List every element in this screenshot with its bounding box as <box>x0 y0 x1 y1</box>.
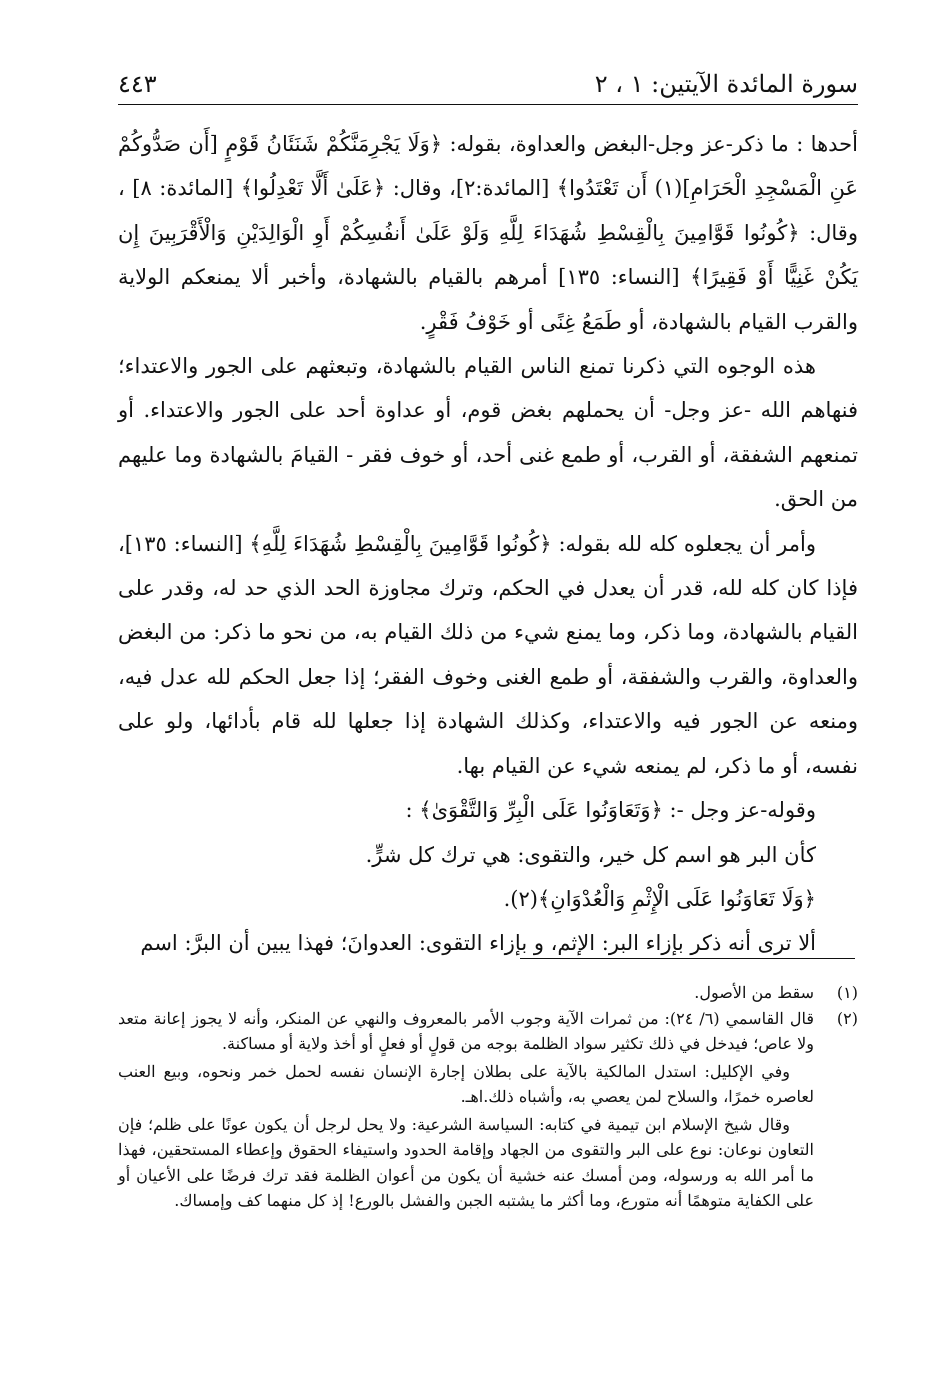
footnote-2 <box>118 1006 858 1057</box>
page-number: ٤٤٣ <box>118 70 157 98</box>
paragraph-7: ألا ترى أنه ذكر بإزاء البر: الإثم، و بإزاء التقوى: العدوانَ؛ فهذا يبين أن البرَّ: اسم <box>140 931 816 956</box>
footnote-1 <box>118 980 858 1006</box>
quran-verse: ﴿وَلَا تَعَاوَنُوا عَلَى الْإِثْمِ وَالْعُدْوَانِ﴾(٢). <box>503 886 816 911</box>
paragraph-3: وأمر أن يجعلوه كله لله بقوله: ﴿كُونُوا قَوَّامِينَ بِالْقِسْطِ شُهَدَاءَ لِلَّهِ﴾ [النساء: ١٣٥]، فإذا كان كله لله، قدر أن يعدل في الحكم، وترك مجاوزة الحد الذي حد له، وقدر على القيام بالشهادة، وما ذكر، وما يمنع شيء من ذلك القيام به، من نحو ما ذكر: من البغض والعداوة، والقرب والشفقة، أو طمع الغنى وخوف الفقر؛ إذا جعل الحكم لله عدل فيه، ومنعه عن الجور فيه والاعتداء، وكذلك الشهادة إذا جعلها لله قام بأدائها، ولو على نفسه، أو ما ذكر، لم يمنعه شيء عن القيام بها. <box>118 531 858 778</box>
footnotes <box>118 980 858 1214</box>
paragraph-1: أحدها : ما ذكر-عز وجل-البغض والعداوة، بقوله: ﴿وَلَا يَجْرِمَنَّكُمْ شَنَئَانُ قَوْمٍ [أَن صَدُّوكُمْ عَنِ الْمَسْجِدِ الْحَرَامِ](١) أَن تَعْتَدُوا﴾ [المائدة:٢]، وقال: ﴿عَلَىٰ أَلَّا تَعْدِلُوا﴾ [المائدة: ٨] ، وقال: ﴿كُونُوا قَوَّامِينَ بِالْقِسْطِ شُهَدَاءَ لِلَّهِ وَلَوْ عَلَىٰ أَنفُسِكُمْ أَوِ الْوَالِدَيْنِ وَالْأَقْرَبِينَ إِن يَكُنْ غَنِيًّا أَوْ فَقِيرًا﴾ [النساء: ١٣٥] أمرهم بالقيام بالشهادة، وأخبر ألا يمنعكم الولاية والقرب القيام بالشهادة، أو طَمَعُ غِنًى أو خَوْفُ فَقْرٍ. <box>118 132 859 334</box>
footnote-number: (٢) <box>836 1008 858 1028</box>
footnote-number: (١) <box>836 983 858 1002</box>
footnote-text: قال القاسمي (٦/ ٢٤): من ثمرات الآية وجوب الأمر بالمعروف والنهي عن المنكر، وأنه لا يجوز إعانة متعد ولا عاص؛ فيدخل في ذلك تكثير سواد الظلمة بوجه من قولٍ أو فعلٍ أو أخذ ولاية أو مساكنة. <box>118 1008 814 1053</box>
footnote-2-paragraph-2: وفي الإكليل: استدل المالكية بالآية على بطلان إجارة الإنسان نفسه لحمل خمر ونحوه، وبيع العنب لعاصره خمرًا، والسلاح لمن يعصي به، وأشباه ذلك.اهـ. <box>118 1061 814 1106</box>
paragraph-5: كأن البر هو اسم كل خير، والتقوى: هي ترك كل شرٍّ. <box>365 842 816 867</box>
header-divider <box>118 104 858 105</box>
running-head <box>118 58 858 98</box>
surah-title: سورة المائدة الآيتين: ١ ، ٢ <box>594 70 858 98</box>
footnote-text: سقط من الأصول. <box>694 983 814 1002</box>
paragraph-4: وقوله-عز وجل -: ﴿وَتَعَاوَنُوا عَلَى الْبِرِّ وَالتَّقْوَىٰ﴾ : <box>405 798 816 823</box>
main-text <box>118 122 858 966</box>
footnote-divider <box>520 958 855 959</box>
paragraph-2: هذه الوجوه التي ذكرنا تمنع الناس القيام بالشهادة، وتبعثهم على الجور والاعتداء؛ فنهاهم الله -عز وجل- أن يحملهم بغض قوم، أو عداوة أحد على الجور والاعتداء. أو تمنعهم الشفقة، أو القرب، أو طمع غنى أحد، أو خوف فقر - القيامَ بالشهادة وما عليهم من الحق. <box>118 354 858 512</box>
footnote-2-paragraph-3: وقال شيخ الإسلام ابن تيمية في كتابه: السياسة الشرعية: ولا يحل لرجل أن يكون عونًا على ظلم؛ فإن التعاون نوعان: نوع على البر والتقوى من الجهاد وإقامة الحدود واستيفاء الحقوق وإعطاء المستحقين، فهذا ما أمر الله به ورسوله، ومن أمسك عنه خشية أن يكون من أعوان الظلمة فقد ترك فرضًا على الأعيان أو على الكفاية متوهمًا أنه متورع، وما أكثر ما يشتبه الجبن والفشل بالورع! إذ كل منهما كف وإمساك. <box>118 1114 814 1210</box>
